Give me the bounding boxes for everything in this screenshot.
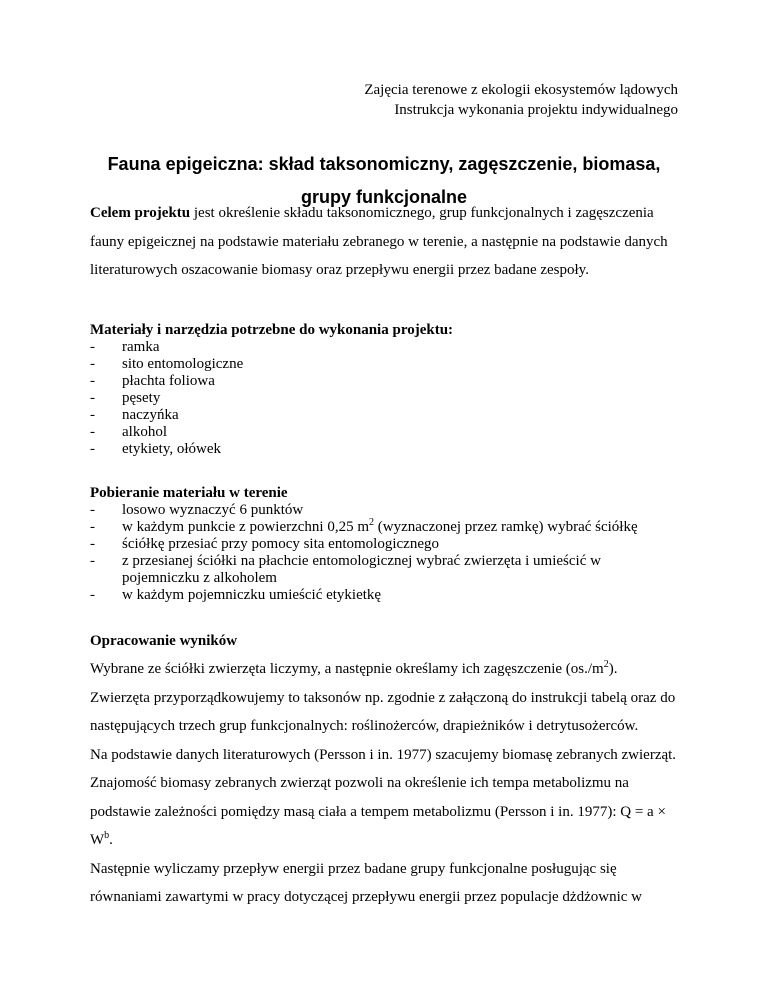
course-header	[364, 80, 678, 120]
list-item	[90, 519, 638, 536]
title-line-1: Fauna epigeiczna: skład taksonomiczny, zagęszczenie, biomasa,	[107, 154, 661, 174]
results-paragraph-2: Zwierzęta przyporządkowujemy to taksonów np. zgodnie z załączoną do instrukcji tabelą oraz do następujących trzech grup funkcjonalnych: roślinożerców, drapieżników i detrytusożerców.	[90, 689, 676, 734]
results-section	[90, 632, 678, 912]
list-item: - płachta foliowa	[90, 373, 678, 390]
results-paragraph-1	[90, 655, 678, 684]
materials-section	[90, 322, 678, 458]
list-item: - pęsety	[90, 390, 678, 407]
course-name: Zajęcia terenowe z ekologii ekosystemów lądowych	[364, 82, 678, 98]
materials-list	[90, 339, 678, 458]
intro-text: jest określenie składu taksonomicznego, grup funkcjonalnych i zagęszczenia fauny epigeicznej na podstawie materiału zebranego w terenie, a następnie na podstawie danych literaturowych oszacowanie biomasy oraz przepływu energii przez badane zespoły.	[90, 205, 668, 278]
list-item: - z przesianej ściółki na płachcie entomologicznej wybrać zwierzęta i umieścić w pojemniczku z alkoholem	[90, 553, 638, 587]
sampling-section	[90, 485, 678, 604]
instruction-subtitle: Instrukcja wykonania projektu indywidualnego	[394, 102, 678, 118]
results-paragraph-4: Następnie wyliczamy przepływ energii przez badane grupy funkcjonalne posługując się równaniami zawartymi w pracy dotyczącej przepływu energii przez populacje dżdżownic w	[90, 860, 642, 905]
list-item: - ramka	[90, 339, 678, 356]
results-heading: Opracowanie wyników	[90, 633, 238, 649]
results-p1-end: ).	[608, 661, 618, 677]
sampling-list	[90, 502, 678, 604]
intro-bold-lead: Celem projektu	[90, 205, 191, 221]
superscript: 2	[369, 517, 375, 528]
sampling-heading: Pobieranie materiału w terenie	[90, 485, 288, 501]
results-paragraph-3	[90, 741, 678, 855]
results-p1-text: Wybrane ze ściółki zwierzęta liczymy, a następnie określamy ich zagęszczenie (os./m	[90, 661, 604, 677]
superscript: b	[104, 830, 110, 841]
results-p3-text: Na podstawie danych literaturowych (Persson i in. 1977) szacujemy biomasę zebranych zwierząt. Znajomość biomasy zebranych zwierząt pozwoli na określenie ich tempa metabolizmu na podstawie zależności pomiędzy masą ciała a tempem metabolizmu (Persson i in. 1977): Q = a × W	[90, 746, 677, 848]
results-p3-end: .	[109, 832, 113, 848]
list-item: - naczyńka	[90, 407, 678, 424]
list-item: - ściółkę przesiać przy pomocy sita entomologicznego	[90, 536, 638, 553]
title-line-2: grupy funkcjonalne	[300, 187, 468, 207]
sampling-item2-text-end: (wyznaczonej przez ramkę) wybrać ściółkę	[374, 519, 638, 535]
list-item: - sito entomologiczne	[90, 356, 678, 373]
list-item: - w każdym pojemniczku umieścić etykietkę	[90, 587, 638, 604]
materials-heading: Materiały i narzędzia potrzebne do wykonania projektu:	[90, 322, 454, 338]
list-item: - alkohol	[90, 424, 678, 441]
intro-paragraph	[90, 199, 678, 285]
superscript: 2	[603, 659, 609, 670]
list-item: - etykiety, ołówek	[90, 441, 678, 458]
list-item: - losowo wyznaczyć 6 punktów	[90, 502, 638, 519]
sampling-item2-text: w każdym punkcie z powierzchni 0,25 m	[122, 519, 370, 535]
